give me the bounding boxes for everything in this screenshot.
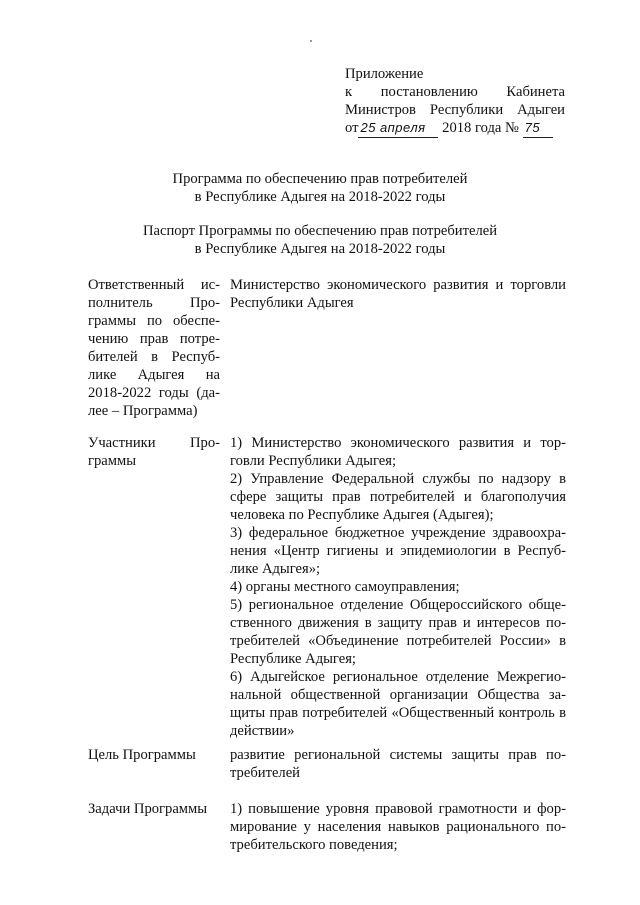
passport-title bbox=[0, 222, 640, 258]
passport-row-tasks bbox=[88, 800, 566, 853]
annex-year: 2018 года № bbox=[442, 120, 519, 136]
annex-word: постановлению bbox=[380, 84, 478, 100]
annex-date-prefix: от bbox=[345, 120, 359, 136]
program-title-line-2: в Республике Адыгея на 2018-2022 годы bbox=[194, 189, 446, 205]
row-value-text: 5) региональное отделение Общероссийского общественного движения в защиту прав и интересов потребителей «Объединение потребителей России» в Республике Адыгея; bbox=[230, 597, 566, 667]
row-value-text: Министерство экономического развития и торговли Республики Адыгея bbox=[230, 277, 566, 311]
annex-word: к bbox=[345, 84, 353, 100]
passport-row-goal bbox=[88, 746, 566, 781]
row-value bbox=[230, 746, 566, 782]
row-label: Ответственный исполнитель Программы по обеспечению прав потребителей в Республике Адыгея на 2018-2022 годы (далее – Программа) bbox=[88, 277, 220, 419]
row-value bbox=[230, 276, 566, 312]
row-value-text: 2) Управление Федеральной службы по надзору в сфере защиты прав потребителей и благополучия человека по Республике Адыгея (Адыгея); bbox=[230, 471, 566, 523]
row-value bbox=[230, 800, 566, 854]
program-title bbox=[0, 170, 640, 206]
row-value bbox=[230, 434, 566, 740]
row-label: Цель Программы bbox=[88, 747, 196, 763]
row-label: Участники Программы bbox=[88, 435, 220, 469]
annex-number-handwritten: 75 bbox=[523, 119, 553, 138]
scan-speck bbox=[310, 40, 312, 42]
annex-line-3 bbox=[345, 101, 565, 119]
annex-line-2 bbox=[345, 83, 565, 101]
passport-title-line-1: Паспорт Программы по обеспечению прав потребителей bbox=[142, 223, 498, 239]
annex-word: Республики bbox=[429, 102, 504, 118]
passport-row-executor bbox=[88, 276, 566, 420]
annex-header bbox=[345, 65, 565, 138]
row-value-text: 4) органы местного самоуправления; bbox=[230, 579, 460, 595]
annex-word: Кабинета bbox=[506, 84, 565, 100]
row-value-text: 1) повышение уровня правовой грамотности и формирование у населения навыков рационального потребительского поведения; bbox=[230, 801, 566, 853]
row-value-text: 6) Адыгейское региональное отделение Межрегиональной общественной организации Общества защиты прав потребителей «Общественный контроль в действии» bbox=[230, 669, 566, 739]
annex-date-handwritten: 25 апреля bbox=[358, 119, 438, 138]
passport-title-line-2: в Республике Адыгея на 2018-2022 годы bbox=[194, 241, 446, 257]
passport-row-participants bbox=[88, 434, 566, 739]
row-value-text: развитие региональной системы защиты прав потребителей bbox=[230, 747, 566, 781]
row-label: Задачи Программы bbox=[88, 801, 208, 817]
annex-word: Адыгеи bbox=[517, 102, 565, 118]
annex-word: Министров bbox=[345, 102, 416, 118]
annex-line-4 bbox=[345, 119, 565, 138]
row-value-text: 1) Министерство экономического развития и торговли Республики Адыгея; bbox=[230, 435, 566, 469]
program-title-line-1: Программа по обеспечению прав потребителей bbox=[172, 171, 468, 187]
row-value-text: 3) федеральное бюджетное учреждение здравоохранения «Центр гигиены и эпидемиологии в Республике Адыгея»; bbox=[230, 525, 566, 577]
annex-line-1: Приложение bbox=[345, 66, 424, 82]
